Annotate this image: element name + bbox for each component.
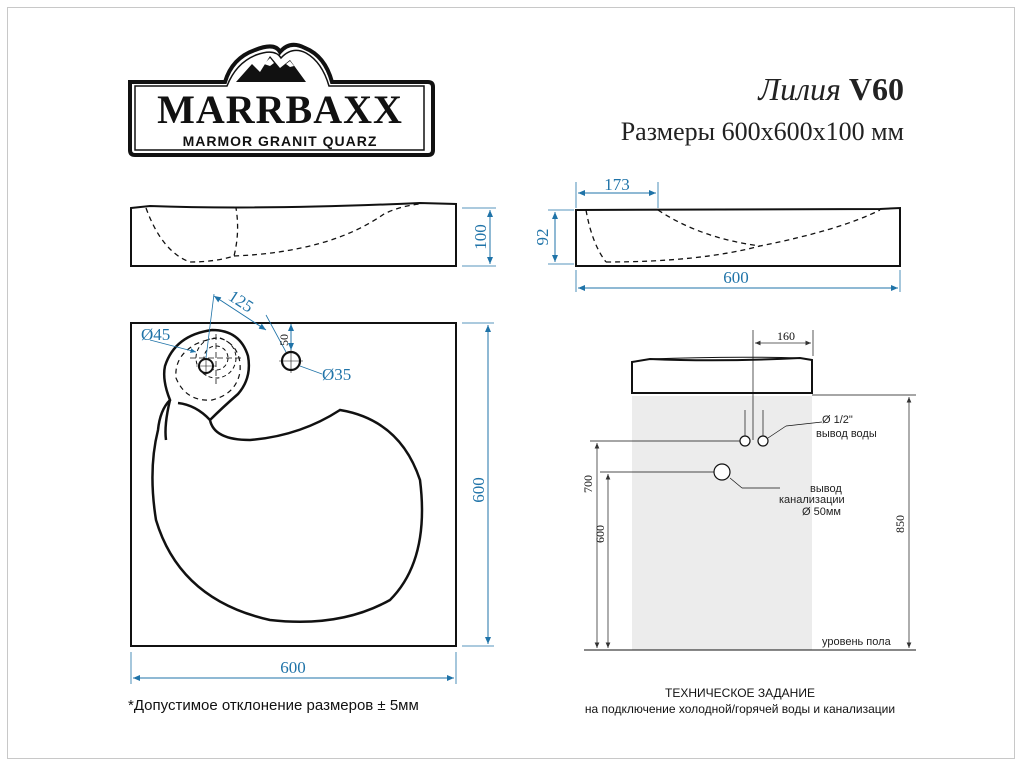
top-view bbox=[131, 286, 494, 684]
tech-task-title: ТЕХНИЧЕСКОЕ ЗАДАНИЕ bbox=[665, 686, 815, 700]
front-view bbox=[131, 203, 496, 266]
sewer-diameter-label: Ø 50мм bbox=[802, 506, 841, 518]
height-700-label: 700 bbox=[581, 475, 595, 493]
brand-name: MARRBAXX bbox=[157, 87, 403, 132]
brand-logo bbox=[130, 45, 433, 155]
front-height-label: 100 bbox=[471, 224, 490, 250]
top-width-label: 600 bbox=[280, 658, 306, 677]
top-depth-label: 600 bbox=[469, 477, 488, 503]
product-dimensions: Размеры 600х600х100 мм bbox=[620, 117, 904, 146]
sewer-pipe bbox=[714, 464, 730, 480]
top-spacing-label: 125 bbox=[225, 286, 257, 317]
product-name: Лилия bbox=[758, 71, 841, 107]
side-height-label: 92 bbox=[533, 228, 552, 246]
water-outlet-label: вывод воды bbox=[816, 428, 877, 440]
pipe-offset-label: 160 bbox=[777, 329, 795, 343]
tech-task-subtitle: на подключение холодной/горячей воды и канализации bbox=[584, 702, 896, 716]
tap-offset-label: 50 bbox=[277, 334, 291, 346]
floor-level-label: уровень пола bbox=[822, 636, 891, 648]
installation-view bbox=[581, 329, 916, 650]
product-title bbox=[757, 71, 904, 107]
tap-diameter-label: Ø35 bbox=[322, 365, 352, 384]
wall-panel bbox=[632, 396, 812, 650]
product-model: V60 bbox=[848, 71, 904, 107]
water-pipe-left bbox=[740, 436, 750, 446]
drain-diameter-label: Ø45 bbox=[141, 325, 171, 344]
water-pipe-size-label: Ø 1/2" bbox=[822, 414, 853, 426]
sewer-label-line2: канализации bbox=[779, 494, 845, 506]
brand-tagline: MARMOR GRANIT QUARZ bbox=[182, 133, 378, 149]
sewer-label-line1: вывод bbox=[810, 483, 842, 495]
side-view bbox=[533, 175, 900, 292]
water-pipe-right bbox=[758, 436, 768, 446]
side-overhang-label: 173 bbox=[604, 175, 630, 194]
height-600-label: 600 bbox=[593, 525, 607, 543]
tolerance-note: *Допустимое отклонение размеров ± 5мм bbox=[128, 697, 419, 714]
side-width-label: 600 bbox=[723, 268, 749, 287]
height-850-label: 850 bbox=[893, 515, 907, 533]
